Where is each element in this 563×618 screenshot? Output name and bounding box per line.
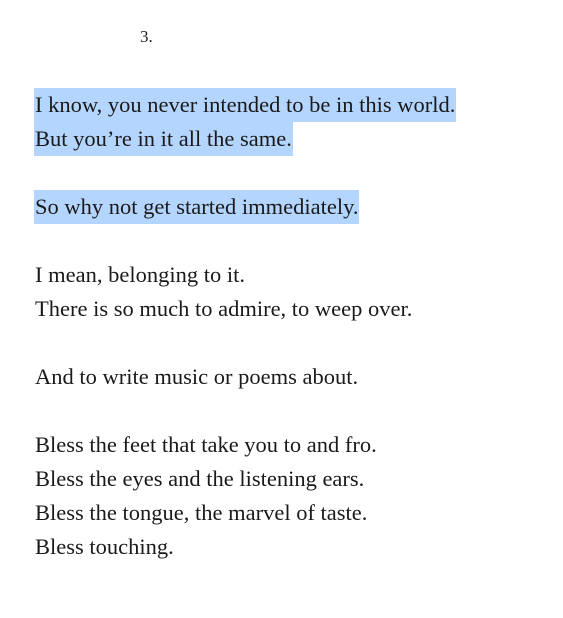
stanza-gap xyxy=(34,156,456,190)
stanza-gap xyxy=(34,394,456,428)
poem-line xyxy=(34,360,456,394)
stanza-5 xyxy=(34,428,456,564)
stanza-4 xyxy=(34,360,456,394)
section-number: 3. xyxy=(140,27,153,46)
poem-line-text: There is so much to admire, to weep over. xyxy=(35,296,413,321)
stanza-3 xyxy=(34,258,456,326)
poem-line xyxy=(34,530,456,564)
stanza-gap xyxy=(34,224,456,258)
poem-line xyxy=(34,190,456,224)
stanza-2 xyxy=(34,190,456,224)
poem-line xyxy=(34,462,456,496)
poem-line-text: And to write music or poems about. xyxy=(35,364,359,389)
stanza-1 xyxy=(34,88,456,156)
poem-line xyxy=(34,496,456,530)
poem-line-text: Bless the feet that take you to and fro. xyxy=(35,432,377,457)
poem-line-text: I mean, belonging to it. xyxy=(35,262,245,287)
poem-line-text: So why not get started immediately. xyxy=(34,190,359,224)
poem-line xyxy=(34,292,456,326)
poem-line-text: Bless touching. xyxy=(35,534,174,559)
poem-line xyxy=(34,122,456,156)
poem-line-text: Bless the tongue, the marvel of taste. xyxy=(35,500,368,525)
poem-line xyxy=(34,428,456,462)
poem-line xyxy=(34,88,456,122)
poem-body[interactable] xyxy=(34,88,456,564)
stanza-gap xyxy=(34,326,456,360)
poem-line-text: I know, you never intended to be in this world. xyxy=(34,88,456,122)
poem-line-text: Bless the eyes and the listening ears. xyxy=(35,466,365,491)
poem-line xyxy=(34,258,456,292)
poem-line-text: But you’re in it all the same. xyxy=(34,122,293,156)
